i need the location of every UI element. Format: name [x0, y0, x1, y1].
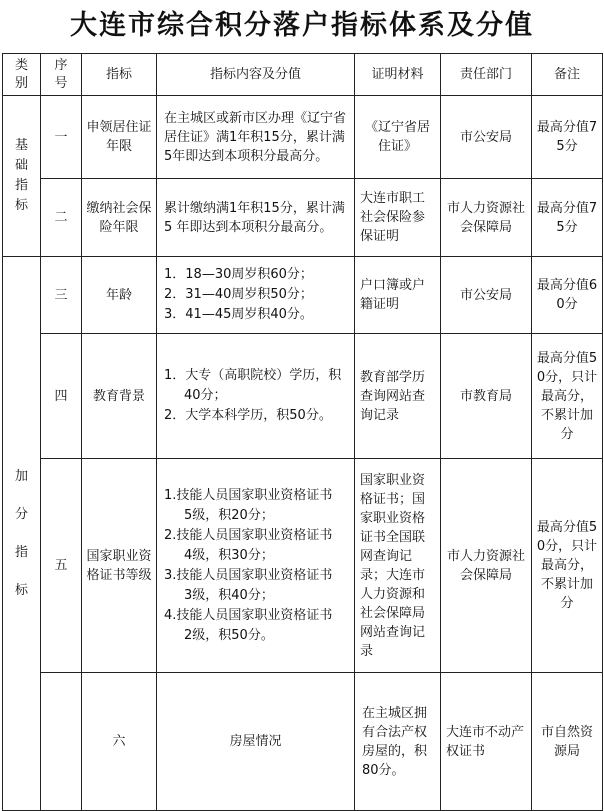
- row-seq: 二: [41, 179, 82, 257]
- row-seq: 一: [41, 96, 82, 179]
- row-department: 市教育局: [441, 334, 532, 459]
- row-department: 市人力资源社会保障局: [441, 459, 532, 673]
- row-content: 1.技能人员国家职业资格证书 5级，积20分； 2.技能人员国家职业资格证书 4级，积30分； 3.技能人员国家职业资格证书 3级，积40分； 4.技能人员国家职业资格证书 2级，积50分。: [157, 459, 355, 673]
- row-seq: 四: [41, 334, 82, 459]
- table-row: [3, 334, 603, 459]
- row-materials: 大连市职工社会保险参保证明: [355, 179, 441, 257]
- row-department: 市自然资源局: [532, 673, 603, 811]
- row-note: 最高分值75分: [532, 96, 603, 179]
- header-department: 责任部门: [441, 54, 532, 96]
- table-row: [3, 673, 603, 811]
- page-title: 大连市综合积分落户指标体系及分值: [70, 10, 534, 41]
- row-indicator: 房屋情况: [157, 673, 355, 811]
- header-materials: 证明材料: [355, 54, 441, 96]
- row-note: 最高分值75分: [532, 179, 603, 257]
- row-materials: 国家职业资格证书；国家职业资格证书全国联网查询记录；大连市人力资源和社会保障局网站查询记录: [355, 459, 441, 673]
- table-row: [3, 96, 603, 179]
- row-department: 市公安局: [441, 257, 532, 334]
- indicator-table: [2, 53, 603, 811]
- row-seq: 六: [82, 673, 157, 811]
- row-indicator: 教育背景: [82, 334, 157, 459]
- row-indicator: 缴纳社会保险年限: [82, 179, 157, 257]
- row-materials: 《辽宁省居住证》: [355, 96, 441, 179]
- header-note: 备注: [532, 54, 603, 96]
- header-category: 类 别: [3, 54, 41, 96]
- row-materials: 户口簿或户籍证明: [355, 257, 441, 334]
- row-indicator: 申领居住证年限: [82, 96, 157, 179]
- category-blank: [41, 673, 82, 811]
- table-row: [3, 179, 603, 257]
- category-bonus: 加 分 指 标: [3, 257, 41, 811]
- row-materials: 大连市不动产权证书: [441, 673, 532, 811]
- header-row: [3, 54, 603, 96]
- row-indicator: 年龄: [82, 257, 157, 334]
- row-note: 最高分值50分，只计最高分，不累计加分: [532, 334, 603, 459]
- row-content: 在主城区拥有合法产权房屋的，积80分。: [355, 673, 441, 811]
- row-indicator: 国家职业资格证书等级: [82, 459, 157, 673]
- row-seq: 五: [41, 459, 82, 673]
- table-row: [3, 459, 603, 673]
- header-indicator: 指标: [82, 54, 157, 96]
- header-seq: 序 号: [41, 54, 82, 96]
- table-row: [3, 257, 603, 334]
- category-basic: 基 础 指 标: [3, 96, 41, 257]
- row-content: 1．大专（高职院校）学历，积 40分； 2．大学本科学历，积50分。: [157, 334, 355, 459]
- row-materials: 教育部学历查询网站查询记录: [355, 334, 441, 459]
- row-content: 1．18—30周岁积60分； 2．31—40周岁积50分； 3．41—45周岁积40分。: [157, 257, 355, 334]
- header-content: 指标内容及分值: [157, 54, 355, 96]
- row-content: 在主城区或新市区办理《辽宁省居住证》满1年积15分，累计满5年即达到本项积分最高分。: [157, 96, 355, 179]
- row-content: 累计缴纳满1年积15分，累计满 5 年即达到本项积分最高分。: [157, 179, 355, 257]
- row-note: 最高分值60分: [532, 257, 603, 334]
- row-note: 最高分值50分，只计最高分，不累计加分: [532, 459, 603, 673]
- row-department: 市人力资源社会保障局: [441, 179, 532, 257]
- row-department: 市公安局: [441, 96, 532, 179]
- row-seq: 三: [41, 257, 82, 334]
